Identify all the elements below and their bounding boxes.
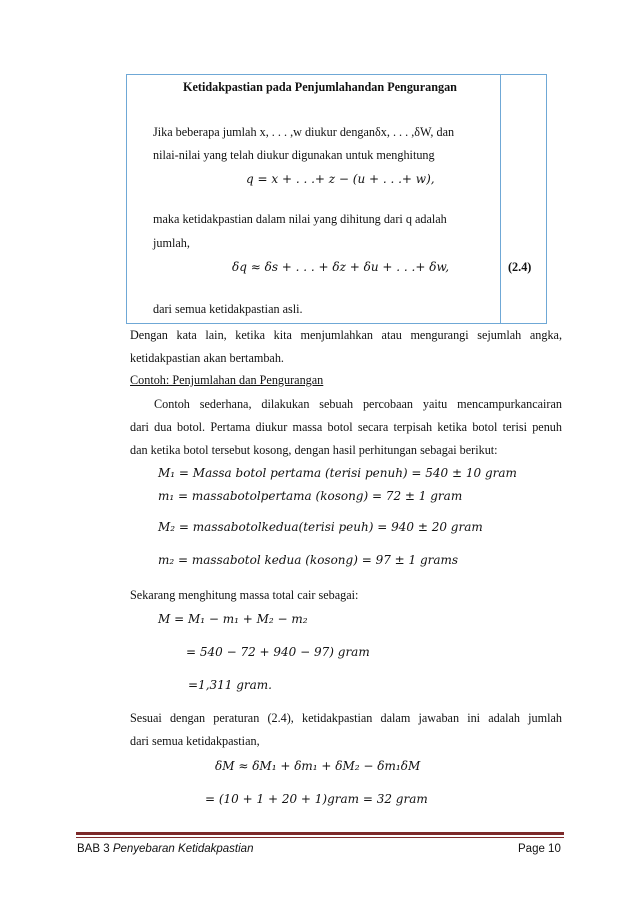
mass-M2: M₂ = massabotolkedua(terisi peuh) = 940 ± 20 gram xyxy=(158,520,483,534)
mass-m1: m₁ = massabotolpertama (kosong) = 72 ± 1 gram xyxy=(158,489,463,503)
calc-line-1: M = M₁ − m₁ + M₂ − m₂ xyxy=(158,612,308,626)
paragraph-1-line-2: ketidakpastian akan bertambah. xyxy=(130,351,284,365)
rule-line-4: jumlah, xyxy=(153,236,190,250)
rule-box xyxy=(126,74,547,324)
paragraph-2-line-2: dari dua botol. Pertama diukur massa botol secara terpisah ketika botol terisi penuh xyxy=(130,420,562,434)
footer-rule-thin xyxy=(76,837,564,838)
rule-box-divider xyxy=(500,74,501,324)
paragraph-2-line-1: Contoh sederhana, dilakukan sebuah percobaan yaitu mencampurkancairan xyxy=(154,397,562,411)
uncertainty-line-1: δM ≈ δM₁ + δm₁ + δM₂ − δm₁δM xyxy=(215,759,421,773)
rule-title: Ketidakpastian pada Penjumlahandan Pengurangan xyxy=(183,80,457,94)
mass-M1: M₁ = Massa botol pertama (terisi penuh) = 540 ± 10 gram xyxy=(158,466,517,480)
footer-chapter-title: Penyebaran Ketidakpastian xyxy=(112,843,254,855)
example-heading: Contoh: Penjumlahan dan Pengurangan xyxy=(130,373,324,387)
rule-line-2: nilai-nilai yang telah diukur digunakan untuk menghitung xyxy=(153,148,435,162)
footer-chapter-prefix: BAB 3 xyxy=(77,843,110,855)
uncertainty-line-2: = (10 + 1 + 20 + 1)gram = 32 gram xyxy=(205,792,428,806)
rule-line-1: Jika beberapa jumlah x, . . . ,w diukur denganδx, . . . ,δW, dan xyxy=(153,125,455,139)
footer-chapter xyxy=(77,843,253,855)
equation-number: (2.4) xyxy=(508,260,532,274)
paragraph-3: Sekarang menghitung massa total cair sebagai: xyxy=(130,588,359,602)
paragraph-4-line-2: dari semua ketidakpastian, xyxy=(130,734,260,748)
paragraph-2-line-3: dan ketika botol tersebut kosong, dengan hasil perhitungan sebagai berikut: xyxy=(130,443,498,457)
footer-rule-thick xyxy=(76,832,564,835)
rule-equation-dq: δq ≈ δs + . . . + δz + δu + . . .+ δw, xyxy=(232,260,450,274)
calc-line-2: = 540 − 72 + 940 − 97) gram xyxy=(186,645,370,659)
paragraph-1-line-1: Dengan kata lain, ketika kita menjumlahkan atau mengurangi sejumlah angka, xyxy=(130,328,562,342)
mass-m2: m₂ = massabotol kedua (kosong) = 97 ± 1 grams xyxy=(158,553,459,567)
rule-line-5: dari semua ketidakpastian asli. xyxy=(153,302,303,316)
footer-page-number: Page 10 xyxy=(518,843,561,855)
rule-line-3: maka ketidakpastian dalam nilai yang dihitung dari q adalah xyxy=(153,212,447,226)
paragraph-4-line-1: Sesuai dengan peraturan (2.4), ketidakpastian dalam jawaban ini adalah jumlah xyxy=(130,711,562,725)
calc-line-3: =1,311 gram. xyxy=(188,678,272,692)
rule-equation-q: q = x + . . .+ z − (u + . . .+ w), xyxy=(246,172,435,186)
